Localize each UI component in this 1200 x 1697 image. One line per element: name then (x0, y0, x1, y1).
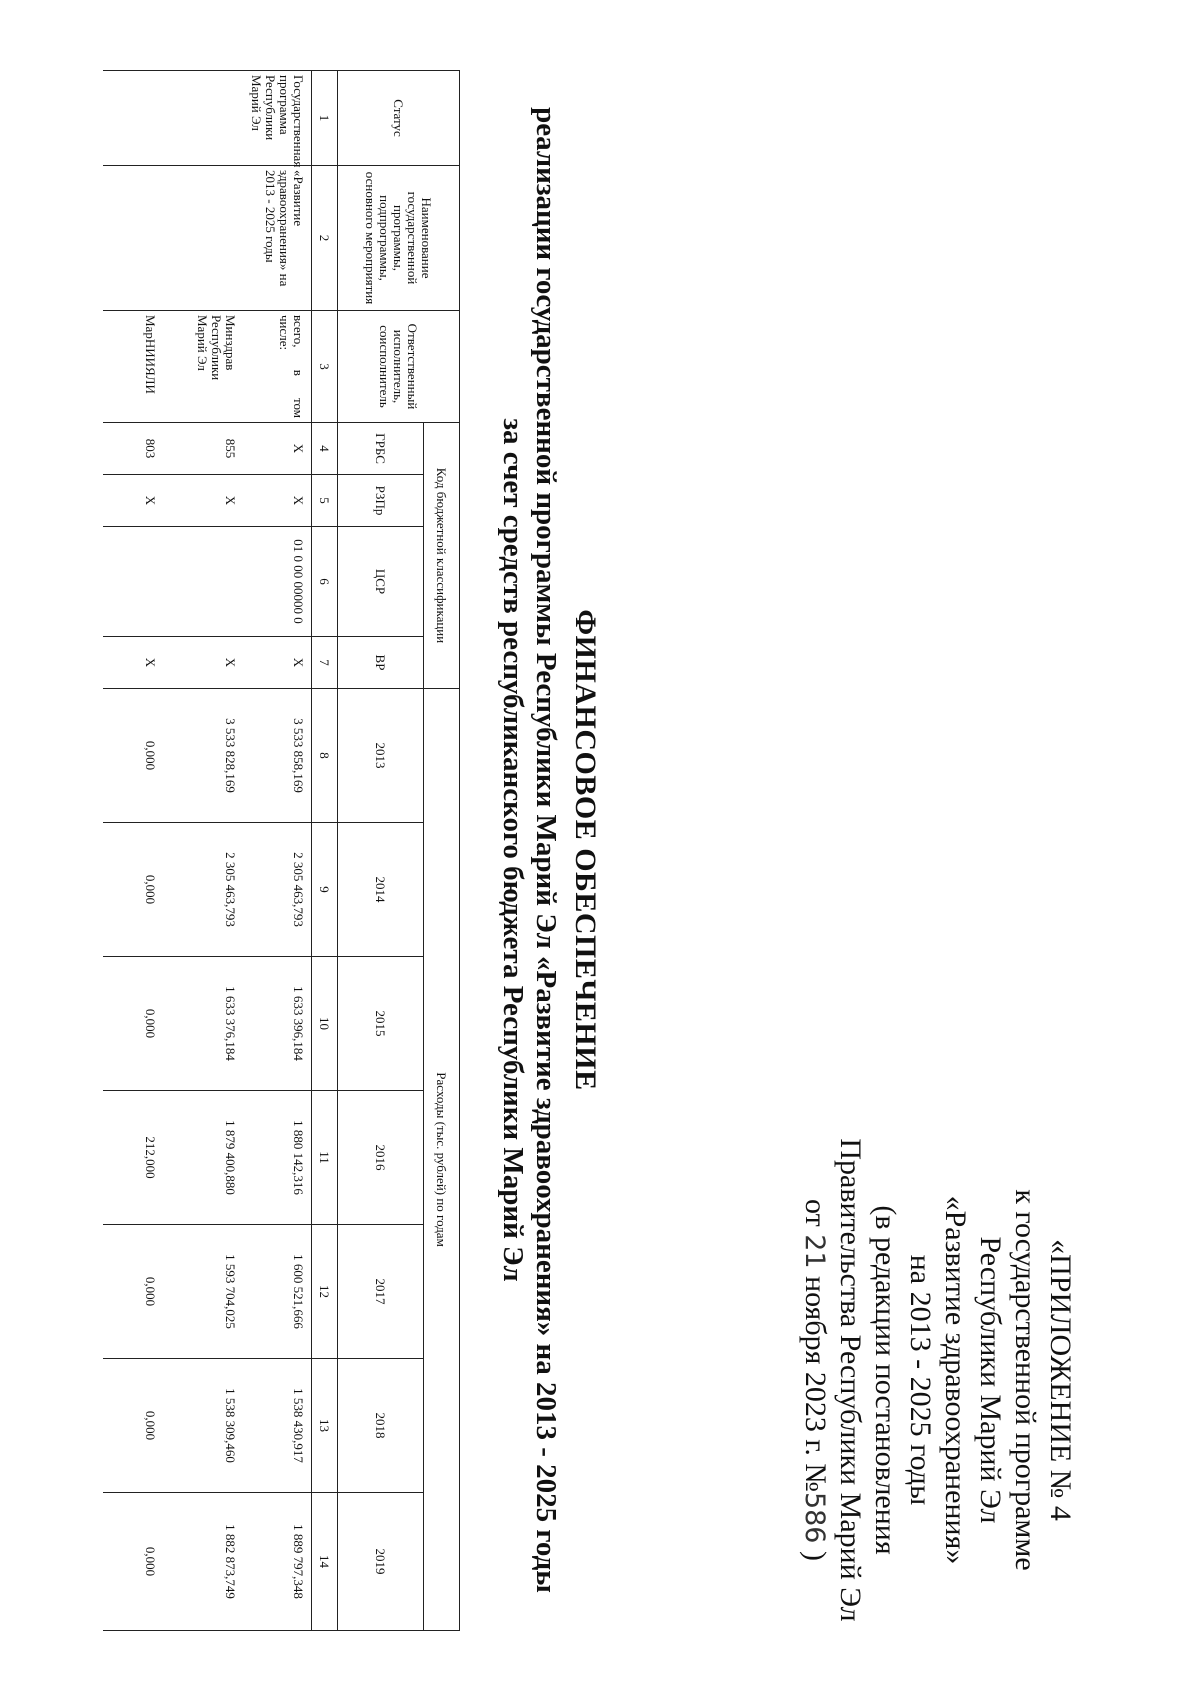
date-rest: ноября 2023 г. № (799, 1276, 832, 1492)
cell-value: 3 533 828,169 (163, 689, 243, 823)
header-year: 2017 (338, 1225, 424, 1359)
cell-value: 1 882 873,749 (163, 1493, 243, 1631)
column-number: 1 (312, 71, 338, 166)
appendix-header (797, 1130, 1078, 1630)
column-number: 14 (312, 1493, 338, 1631)
cell-value: 2 305 463,793 (163, 823, 243, 957)
cell-csr: 01 0 00 00000 0 (243, 527, 312, 637)
header-budget-code: Код бюджетной классификации (424, 423, 460, 689)
cell-value: 1 879 400,880 (163, 1091, 243, 1225)
cell-rzpr: X (103, 475, 163, 527)
header-year: 2019 (338, 1493, 424, 1631)
header-year: 2014 (338, 823, 424, 957)
cell-value: 0,000 (103, 1359, 163, 1493)
date-prefix: от (799, 1198, 832, 1227)
column-number: 9 (312, 823, 338, 957)
header-year: 2013 (338, 689, 424, 823)
cell-value: 0,000 (103, 689, 163, 823)
header-vr: ВР (338, 637, 424, 689)
header-year: 2016 (338, 1091, 424, 1225)
appendix-line: Республики Марий Эл (974, 1236, 1007, 1524)
cell-value: 0,000 (103, 1225, 163, 1359)
header-name: Наименование государственной программы, подпрограммы, основного мероприятия (338, 166, 460, 311)
appendix-line: «ПРИЛОЖЕНИЕ № 4 (1044, 1239, 1077, 1521)
cell-csr (163, 527, 243, 637)
column-number: 4 (312, 423, 338, 475)
cell-value: 0,000 (103, 957, 163, 1091)
cell-name: «Развитие здравоохранения» на 2013 - 2025 годы (243, 166, 312, 311)
document-title: ФИНАНСОВОЕ ОБЕСПЕЧЕНИЕ (569, 609, 602, 1091)
table-row (103, 71, 163, 1631)
date-day-handwritten: 21 (799, 1234, 830, 1269)
cell-value: 1 538 430,917 (243, 1359, 312, 1493)
appendix-line: на 2013 - 2025 годы (904, 1254, 937, 1506)
column-number: 13 (312, 1359, 338, 1493)
cell-status: Государственная программа Республики Марий Эл (243, 71, 312, 166)
document-subtitle-2: за счет средств республиканского бюджета Республики Марий Эл (497, 418, 529, 1282)
financing-table (103, 70, 460, 1631)
column-number: 5 (312, 475, 338, 527)
cell-executor: МарНИИЯЛИ (103, 311, 163, 423)
cell-value: 0,000 (103, 823, 163, 957)
header-expenses: Расходы (тыс. рублей) по годам (424, 689, 460, 1631)
cell-value: 1 538 309,460 (163, 1359, 243, 1493)
cell-value: 1 593 704,025 (163, 1225, 243, 1359)
column-number: 10 (312, 957, 338, 1091)
cell-grbs: X (243, 423, 312, 475)
header-year: 2015 (338, 957, 424, 1091)
cell-value: 1 600 521,666 (243, 1225, 312, 1359)
cell-rzpr: X (163, 475, 243, 527)
column-number: 11 (312, 1091, 338, 1225)
cell-value: 1 880 142,316 (243, 1091, 312, 1225)
appendix-date-line (797, 1130, 833, 1630)
header-rzpr: РЗПр (338, 475, 424, 527)
table-row (243, 71, 312, 1631)
cell-grbs: 803 (103, 423, 163, 475)
cell-value: 1 633 396,184 (243, 957, 312, 1091)
cell-vr: X (243, 637, 312, 689)
cell-grbs: 855 (163, 423, 243, 475)
column-number: 2 (312, 166, 338, 311)
column-numbers-row (312, 71, 338, 1631)
header-csr: ЦСР (338, 527, 424, 637)
appendix-line: «Развитие здравоохранения» (939, 1195, 972, 1565)
column-number: 6 (312, 527, 338, 637)
document-page (140, 40, 1100, 1660)
cell-status (163, 71, 243, 166)
cell-value: 1 889 797,348 (243, 1493, 312, 1631)
cell-value: 1 633 376,184 (163, 957, 243, 1091)
cell-status (103, 71, 163, 166)
column-number: 12 (312, 1225, 338, 1359)
cell-value: 212,000 (103, 1091, 163, 1225)
cell-rzpr: X (243, 475, 312, 527)
appendix-line: Правительства Республики Марий Эл (834, 1138, 867, 1622)
header-year: 2018 (338, 1359, 424, 1493)
cell-value: 0,000 (103, 1493, 163, 1631)
cell-name (103, 166, 163, 311)
cell-value: 3 533 858,169 (243, 689, 312, 823)
column-number: 7 (312, 637, 338, 689)
table-row (163, 71, 243, 1631)
header-grbs: ГРБС (338, 423, 424, 475)
cell-name (163, 166, 243, 311)
document-title-block (497, 40, 605, 1660)
cell-executor (243, 311, 312, 423)
header-status: Статус (338, 71, 460, 166)
date-close: ) (799, 1551, 832, 1561)
cell-value: 2 305 463,793 (243, 823, 312, 957)
header-executor: Ответственный исполнитель, соисполнитель (338, 311, 460, 423)
cell-executor-text: всего, в том числе: (277, 315, 306, 418)
cell-executor: Минздрав Республики Марий Эл (163, 311, 243, 423)
column-number: 8 (312, 689, 338, 823)
appendix-line: к государственной программе (1009, 1189, 1042, 1571)
document-subtitle: реализации государственной программы Республики Марий Эл «Развитие здравоохранения» на 2013 - 2025 годы (530, 107, 562, 1593)
appendix-line: (в редакции постановления (869, 1205, 902, 1555)
cell-vr: X (103, 637, 163, 689)
cell-csr (103, 527, 163, 637)
column-number: 3 (312, 311, 338, 423)
cell-vr: X (163, 637, 243, 689)
document-number-handwritten: 586 (799, 1491, 830, 1544)
